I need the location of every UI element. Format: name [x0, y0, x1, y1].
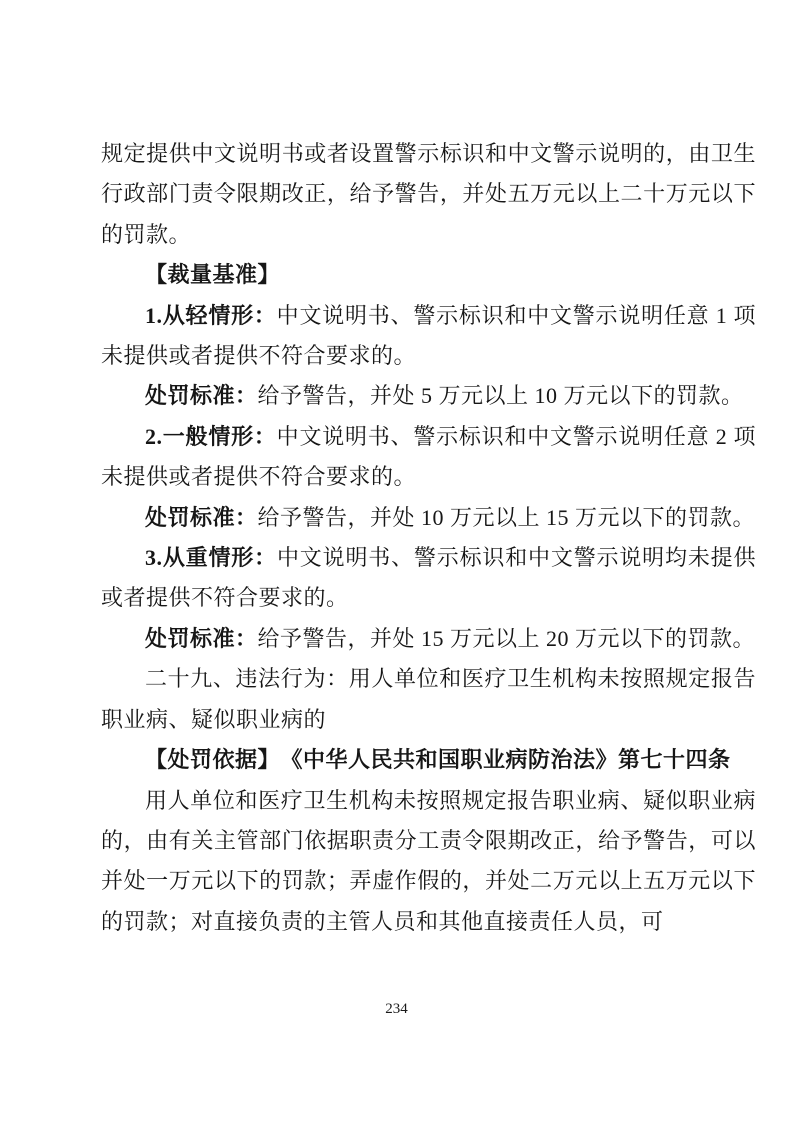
penalty-standard-1-text: 给予警告，并处 5 万元以上 10 万元以下的罚款。	[257, 383, 744, 409]
heading-discretion-basis	[101, 255, 756, 295]
penalty-standard-3-text: 给予警告，并处 15 万元以上 20 万元以下的罚款。	[257, 625, 756, 651]
item-severe-circumstance	[101, 538, 756, 619]
penalty-standard-1-label: 处罚标准：	[145, 383, 258, 409]
heading-penalty-basis-text: 【处罚依据】 《中华人民共和国职业病防治法》第七十四条	[145, 747, 731, 773]
penalty-standard-2	[101, 498, 756, 538]
item-severe-label: 3.从重情形：	[145, 545, 277, 571]
violation-item-29	[101, 659, 756, 740]
penalty-standard-2-label: 处罚标准：	[145, 504, 258, 530]
item-severe-text: 中文说明书、警示标识和中文警示说明均未提供或者提供不符合要求的。	[101, 545, 756, 611]
penalty-standard-3	[101, 619, 756, 659]
law-quote-paragraph	[101, 781, 756, 943]
penalty-standard-1	[101, 376, 756, 416]
text-block	[101, 134, 756, 942]
item-general-text: 中文说明书、警示标识和中文警示说明任意 2 项未提供或者提供不符合要求的。	[101, 423, 756, 490]
heading-penalty-basis	[101, 740, 756, 780]
paragraph-continuation-text: 规定提供中文说明书或者设置警示标识和中文警示说明的，由卫生行政部门责令限期改正，给予警告，并处五万元以上二十万元以下的罚款。	[101, 141, 756, 247]
item-general-label: 2.一般情形：	[145, 423, 277, 449]
page-number: 234	[385, 1001, 408, 1017]
law-quote-text: 用人单位和医疗卫生机构未按照规定报告职业病、疑似职业病的，由有关主管部门依据职责分工责令限期改正，给予警告，可以并处一万元以下的罚款；弄虚作假的，并处二万元以上五万元以下的罚款；对直接负责的主管人员和其他直接责任人员，可	[101, 787, 756, 934]
heading-discretion-basis-text: 【裁量基准】	[145, 262, 281, 288]
item-general-circumstance	[101, 417, 756, 498]
item-lenient-text: 中文说明书、警示标识和中文警示说明任意 1 项未提供或者提供不符合要求的。	[101, 302, 756, 369]
item-lenient-circumstance	[101, 296, 756, 377]
violation-item-29-text: 二十九、违法行为：用人单位和医疗卫生机构未按照规定报告职业病、疑似职业病的	[101, 666, 756, 732]
item-lenient-label: 1.从轻情形：	[145, 302, 277, 328]
penalty-standard-3-label: 处罚标准：	[145, 625, 258, 651]
penalty-standard-2-text: 给予警告，并处 10 万元以上 15 万元以下的罚款。	[257, 504, 756, 530]
paragraph-continuation	[101, 134, 756, 255]
